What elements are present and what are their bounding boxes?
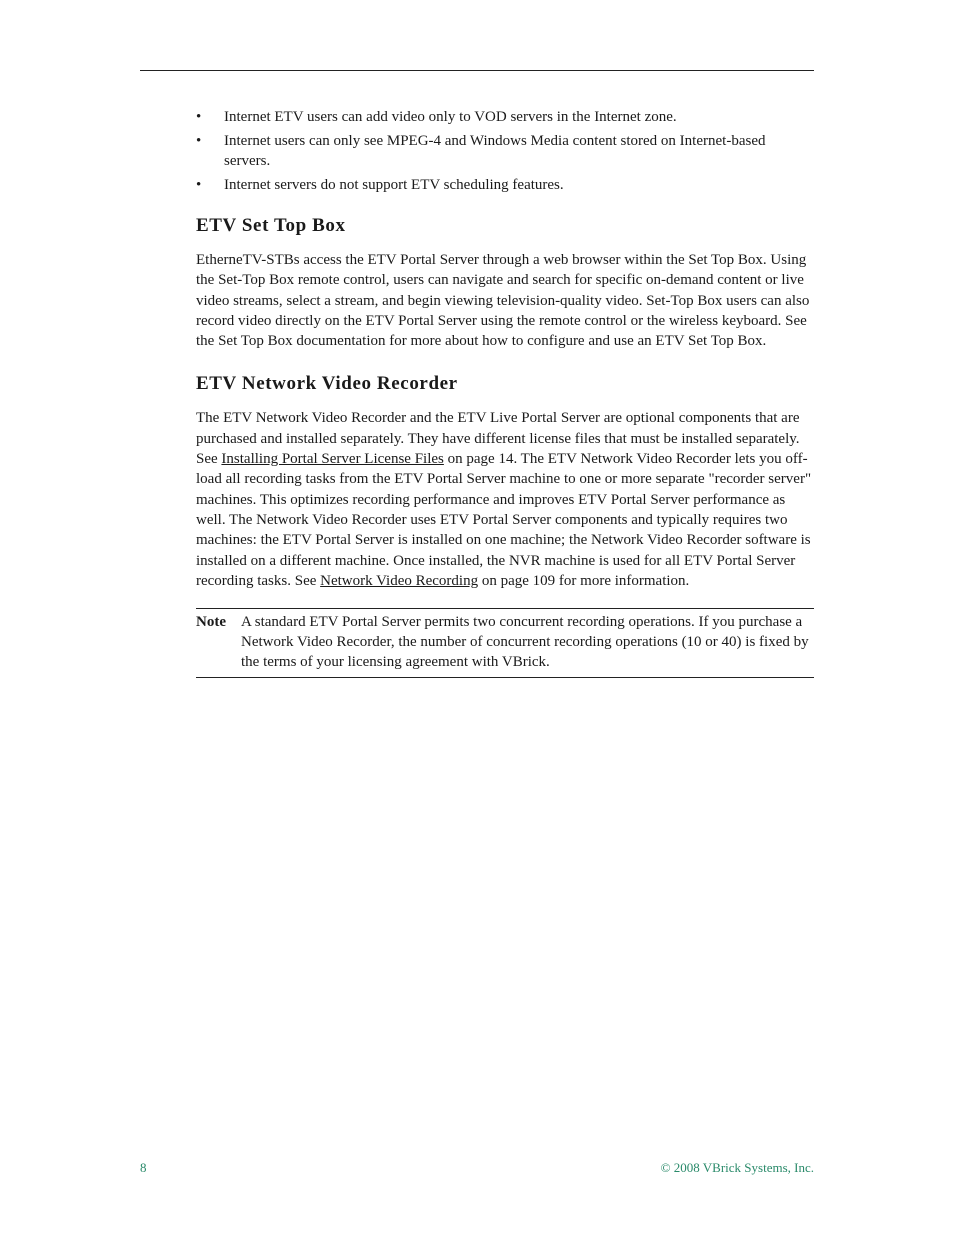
bullet-icon: •: [196, 177, 202, 193]
bullet-text: Internet servers do not support ETV scheduling features.: [224, 177, 564, 193]
section-heading-set-top-box: ETV Set Top Box: [196, 215, 346, 236]
bullet-text: Internet users can only see MPEG-4 and Windows Media content stored on Internet-based servers.: [224, 133, 766, 169]
list-item: [196, 131, 814, 171]
section-heading-network-video-recorder: ETV Network Video Recorder: [196, 373, 458, 395]
bullet-list: [196, 107, 814, 195]
section-body-network-video-recorder: [196, 408, 814, 591]
body-text: on page 14. The ETV Network Video Recorder lets you off-load all recording tasks from the ETV Portal Server machine to one or more separate "recorder server" machines. This optimizes recording performance and improves ETV Portal Server performance as well. The Network Video Recorder uses ETV Portal Server components and typically requires two machines: the ETV Portal Server is installed on one machine; the Network Video Recorder software is installed on a different machine. Once installed, the NVR machine is used for all ETV Portal Server recording tasks. See: [196, 451, 812, 589]
bullet-text: Internet ETV users can add video only to VOD servers in the Internet zone.: [224, 109, 677, 125]
page-number: 8: [140, 1160, 147, 1175]
list-item: [196, 175, 814, 195]
header-rule: [140, 70, 814, 71]
license-files-link[interactable]: Installing Portal Server License Files: [221, 451, 444, 468]
body-text: on page 109 for more information.: [478, 572, 690, 589]
body-text: The ETV Network Video Recorder and the ETV Live Portal Server are optional components that are purchased and installed separately. They have different license files that must be installed separately. See: [196, 410, 800, 468]
copyright-notice: © 2008 VBrick Systems, Inc.: [660, 1160, 814, 1175]
note-box: [196, 608, 814, 678]
section-body-set-top-box: EtherneTV-STBs access the ETV Portal Server through a web browser within the Set Top Box. Using the Set-Top Box remote control, users can navigate and search for specific on-demand content or live video streams, select a stream, and begin viewing television-quality video. Set-Top Box users can also record video directly on the ETV Portal Server using the remote control or the wireless keyboard. See the Set Top Box documentation for more about how to configure and use an ETV Set Top Box.: [196, 252, 810, 350]
network-video-recording-link[interactable]: Network Video Recording: [320, 572, 479, 589]
list-item: [196, 107, 814, 127]
bullet-icon: •: [196, 109, 202, 125]
note-label: Note: [196, 614, 226, 631]
note-text: A standard ETV Portal Server permits two concurrent recording operations. If you purchase a Network Video Recorder, the number of concurrent recording operations (10 or 40) is fixed by the terms of your licensing agreement with VBrick.: [241, 614, 809, 671]
bullet-icon: •: [196, 133, 202, 149]
page-content: [196, 107, 814, 678]
